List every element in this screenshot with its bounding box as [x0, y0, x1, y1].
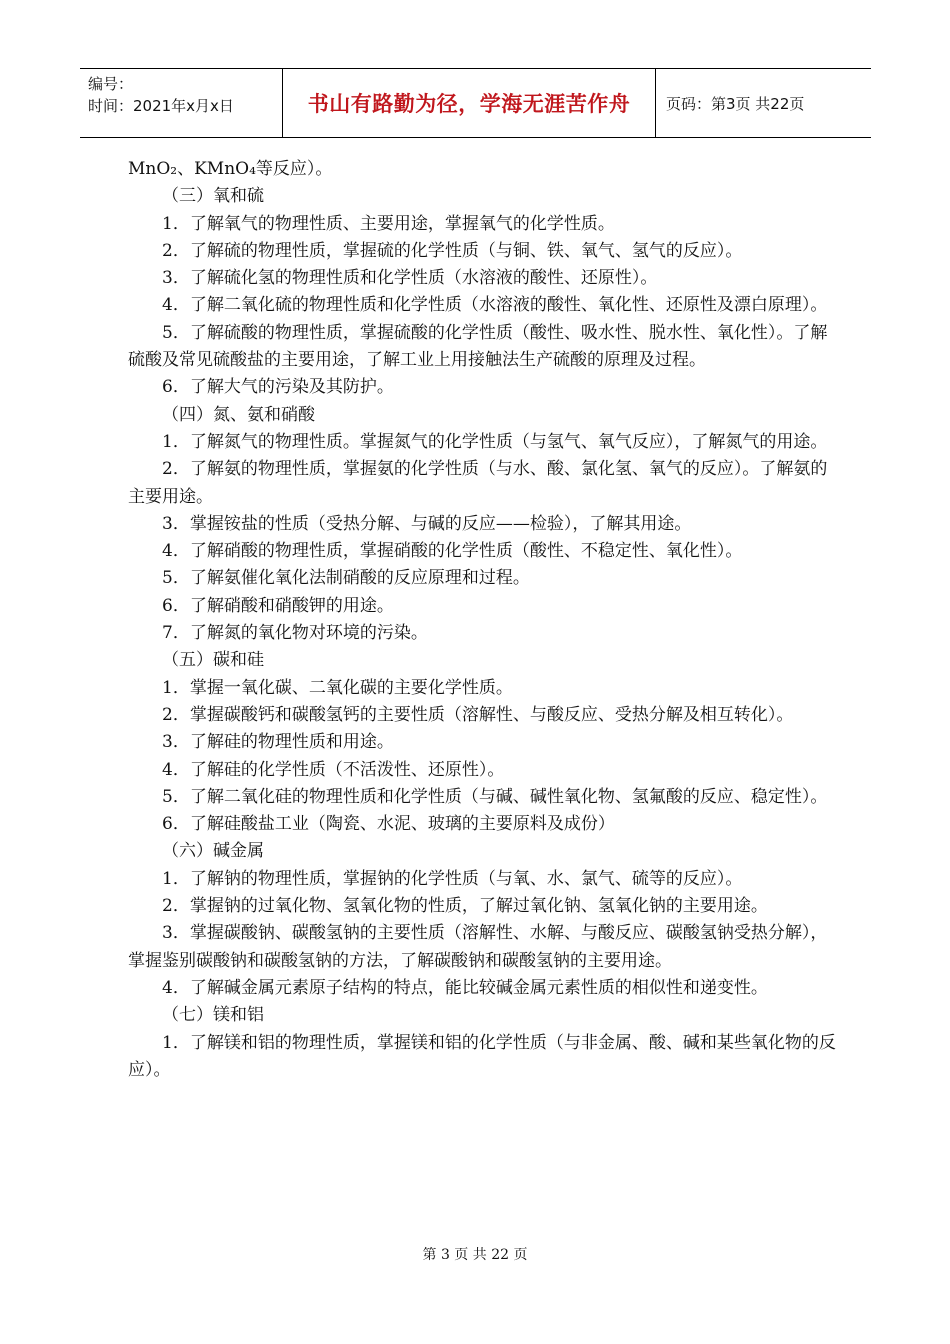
date-label: 时间：2021年x月x日: [88, 97, 234, 115]
body-paragraph: 7．了解氮的氧化物对环境的污染。: [162, 623, 428, 644]
body-paragraph: MnO₂、KMnO₄等反应）。: [128, 159, 333, 179]
body-paragraph: 6．了解大气的污染及其防护。: [162, 377, 394, 398]
body-paragraph: 4．了解碱金属元素原子结构的特点，能比较碱金属元素性质的相似性和递变性。: [162, 977, 768, 998]
body-paragraph: 6．了解硝酸和硝酸钾的用途。: [162, 595, 394, 616]
body-paragraph: 4．了解硝酸的物理性质，掌握硝酸的化学性质（酸性、不稳定性、氧化性）。: [162, 541, 743, 562]
document-body: [128, 156, 840, 1084]
number-label: 编号：: [88, 75, 134, 93]
body-paragraph: 3．掌握铵盐的性质（受热分解、与碱的反应——检验），了解其用途。: [162, 513, 692, 534]
body-paragraph: 1．了解钠的物理性质，掌握钠的化学性质（与氧、水、氯气、硫等的反应）。: [162, 868, 743, 889]
section-heading: （四）氮、氨和硝酸: [162, 404, 315, 425]
header-meta: [88, 73, 234, 117]
body-paragraph: 4．了解二氧化硫的物理性质和化学性质（水溶液的酸性、氧化性、还原性及漂白原理）。: [162, 295, 828, 316]
body-paragraph: 2．掌握钠的过氧化物、氢氧化物的性质，了解过氧化钠、氢氧化钠的主要用途。: [162, 896, 768, 917]
body-paragraph: 5．了解二氧化硅的物理性质和化学性质（与碱、碱性氧化物、氢氟酸的反应、稳定性）。: [162, 786, 828, 807]
body-paragraph: 2．了解氨的物理性质，掌握氨的化学性质（与水、酸、氯化氢、氧气的反应）。了解氨的主要用途。: [128, 459, 828, 507]
body-paragraph: 4．了解硅的化学性质（不活泼性、还原性）。: [162, 759, 505, 780]
body-paragraph: 6．了解硅酸盐工业（陶瓷、水泥、玻璃的主要原料及成份）: [162, 814, 615, 835]
page-header: [80, 68, 871, 138]
body-paragraph: 1．了解氧气的物理性质、主要用途，掌握氧气的化学性质。: [162, 213, 615, 234]
header-page-label: 页码：第3页 共22页: [666, 94, 805, 113]
body-paragraph: 1．了解氮气的物理性质。掌握氮气的化学性质（与氢气、氧气反应），了解氮气的用途。: [162, 431, 828, 452]
body-paragraph: 1．掌握一氧化碳、二氧化碳的主要化学性质。: [162, 677, 513, 698]
section-heading: （六）碱金属: [162, 841, 264, 862]
body-paragraph: 2．了解硫的物理性质，掌握硫的化学性质（与铜、铁、氧气、氢气的反应）。: [162, 240, 743, 261]
section-heading: （五）碳和硅: [162, 650, 264, 671]
section-heading: （三）氧和硫: [162, 186, 264, 207]
body-paragraph: 5．了解硫酸的物理性质，掌握硫酸的化学性质（酸性、吸水性、脱水性、氧化性）。了解硫酸及常见硫酸盐的主要用途，了解工业上用接触法生产硫酸的原理及过程。: [128, 322, 828, 371]
page-footer: 第 3 页 共 22 页: [422, 1247, 528, 1263]
body-paragraph: 2．掌握碳酸钙和碳酸氢钙的主要性质（溶解性、与酸反应、受热分解及相互转化）。: [162, 704, 794, 725]
header-divider: [655, 69, 656, 137]
body-paragraph: 3．了解硫化氢的物理性质和化学性质（水溶液的酸性、还原性）。: [162, 268, 658, 289]
body-paragraph: 3．掌握碳酸钠、碳酸氢钠的主要性质（溶解性、水解、与酸反应、碳酸氢钠受热分解），掌握鉴别碳酸钠和碳酸氢钠的方法，了解碳酸钠和碳酸氢钠的主要用途。: [128, 923, 828, 971]
header-motto: 书山有路勤为径，学海无涯苦作舟: [307, 92, 631, 116]
body-paragraph: 5．了解氨催化氧化法制硝酸的反应原理和过程。: [162, 568, 530, 589]
body-paragraph: 3．了解硅的物理性质和用途。: [162, 732, 394, 753]
body-paragraph: 1．了解镁和铝的物理性质，掌握镁和铝的化学性质（与非金属、酸、碱和某些氧化物的反应）。: [128, 1032, 836, 1080]
section-heading: （七）镁和铝: [162, 1005, 264, 1026]
